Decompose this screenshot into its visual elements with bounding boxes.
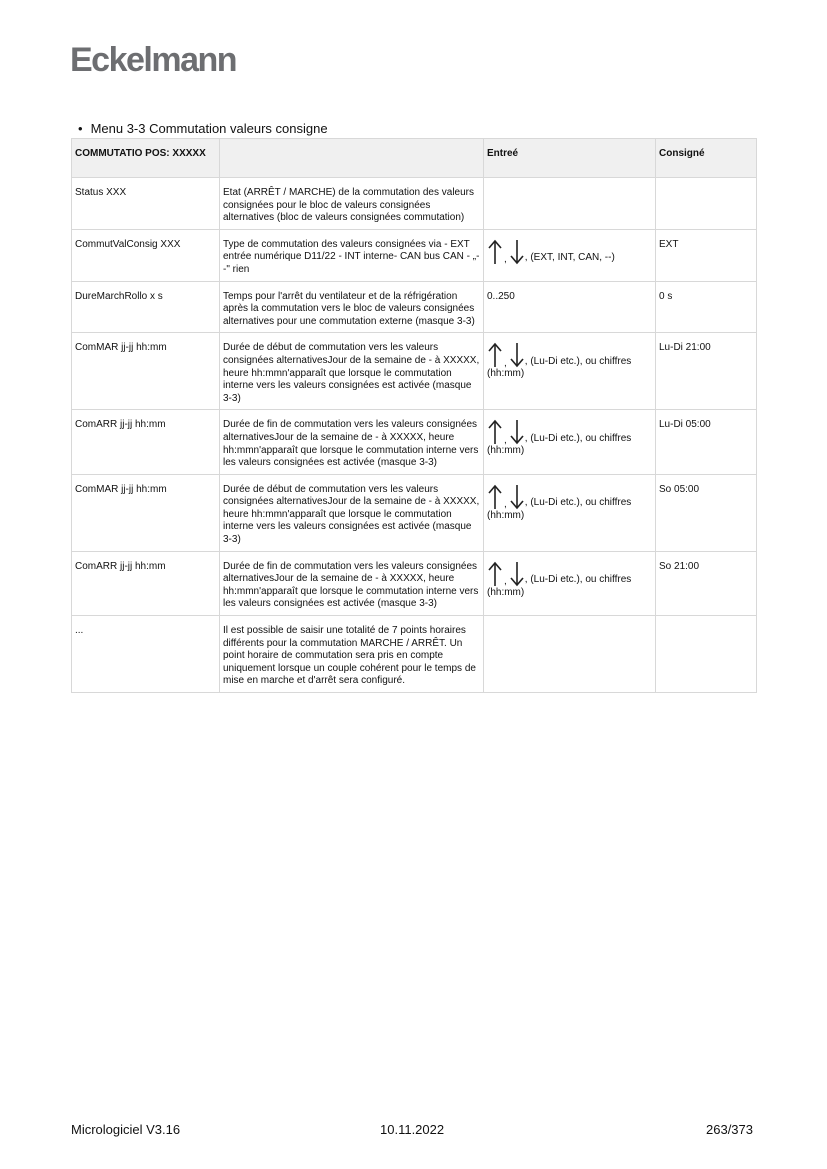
table-header-row xyxy=(72,139,757,178)
parameter-description: Temps pour l'arrêt du ventilateur et de la réfrigération après la commutation vers le bloc de valeurs consignées alternatives pour une commutation externe (masque 3-3) xyxy=(220,281,484,333)
comma: , xyxy=(504,576,507,588)
footer-page-number: 263/373 xyxy=(706,1122,753,1137)
parameter-default: So 21:00 xyxy=(656,551,757,615)
arrow-keys xyxy=(487,419,525,445)
bullet: • xyxy=(78,121,83,136)
entry-value: , (Lu-Di etc.), ou chiffres (hh:mm) xyxy=(487,574,632,598)
table-row xyxy=(72,551,757,615)
header-entry: Entreé xyxy=(484,139,656,178)
parameter-description: Type de commutation des valeurs consignées via - EXT entrée numérique D11/22 - INT interne- CAN bus CAN - „--" rien xyxy=(220,229,484,281)
parameter-entry xyxy=(484,281,656,333)
table-row xyxy=(72,333,757,410)
arrow-down-icon xyxy=(509,419,525,445)
arrow-down-icon xyxy=(509,342,525,368)
parameter-entry xyxy=(484,333,656,410)
parameter-name: Status XXX xyxy=(72,178,220,230)
entry-value: , (EXT, INT, CAN, --) xyxy=(524,252,615,264)
parameter-name: DureMarchRollo x s xyxy=(72,281,220,333)
header-default: Consigné xyxy=(656,139,757,178)
parameter-description: Il est possible de saisir une totalité de 7 points horaires différents pour la commutation MARCHE / ARRÊT. Un point horaire de commutation sera pris en compte uniquement lorsque un couple cohérent pour le temps de mise en marche et d'arrêt sera configuré. xyxy=(220,616,484,693)
arrow-keys xyxy=(487,342,525,368)
parameter-default xyxy=(656,616,757,693)
parameter-default xyxy=(656,178,757,230)
arrow-down-icon xyxy=(509,561,525,587)
table-row xyxy=(72,178,757,230)
arrow-up-icon xyxy=(487,561,503,587)
parameter-entry xyxy=(484,551,656,615)
arrow-down-icon xyxy=(509,239,525,265)
parameter-default: EXT xyxy=(656,229,757,281)
parameter-default: Lu-Di 21:00 xyxy=(656,333,757,410)
arrow-up-icon xyxy=(487,419,503,445)
parameter-default: Lu-Di 05:00 xyxy=(656,410,757,474)
parameter-description: Durée de fin de commutation vers les valeurs consignées alternativesJour de la semaine de - à XXXXX, heure hh:mmn'apparaît que lorsque le commutation interne vers les valeurs consignées est activée (masque 3-3) xyxy=(220,551,484,615)
parameter-entry xyxy=(484,474,656,551)
parameter-description: Durée de début de commutation vers les valeurs consignées alternativesJour de la semaine de - à XXXXX, heure hh:mmn'apparaît que lorsque le commutation interne vers les valeurs consignées est activée (masque 3-3) xyxy=(220,474,484,551)
entry-value: , (Lu-Di etc.), ou chiffres (hh:mm) xyxy=(487,497,632,521)
parameter-entry xyxy=(484,616,656,693)
table-body xyxy=(72,178,757,693)
entry-value: , (Lu-Di etc.), ou chiffres (hh:mm) xyxy=(487,355,632,380)
section-title xyxy=(78,121,328,136)
table-row xyxy=(72,410,757,474)
parameter-name: ComARR jj-jj hh:mm xyxy=(72,551,220,615)
table-row xyxy=(72,281,757,333)
arrow-keys xyxy=(487,484,525,510)
parameter-description: Durée de fin de commutation vers les valeurs consignées alternativesJour de la semaine de - à XXXXX, heure hh:mmn'apparaît que lorsque le commutation interne vers les valeurs consignées est activée (masque 3-3) xyxy=(220,410,484,474)
arrow-keys xyxy=(487,239,525,265)
table-row xyxy=(72,474,757,551)
parameter-entry xyxy=(484,178,656,230)
section-title-text: Menu 3-3 Commutation valeurs consigne xyxy=(90,121,328,136)
comma: , xyxy=(504,434,507,446)
arrow-up-icon xyxy=(487,239,503,265)
header-parameter: COMMUTATIO POS: XXXXX xyxy=(72,139,220,178)
entry-value: 0..250 xyxy=(487,290,515,302)
footer-firmware: Micrologiciel V3.16 xyxy=(71,1122,181,1137)
parameter-entry xyxy=(484,229,656,281)
parameter-name: ... xyxy=(72,616,220,693)
table-row xyxy=(72,229,757,281)
parameter-name: ComMAR jj-jj hh:mm xyxy=(72,333,220,410)
parameter-default: So 05:00 xyxy=(656,474,757,551)
comma: , xyxy=(504,254,507,266)
arrow-up-icon xyxy=(487,484,503,510)
company-logo: Eckelmann xyxy=(70,41,237,79)
parameter-table xyxy=(71,138,757,693)
comma: , xyxy=(504,499,507,511)
parameter-name: CommutValConsig XXX xyxy=(72,229,220,281)
entry-value: , (Lu-Di etc.), ou chiffres (hh:mm) xyxy=(487,432,632,457)
footer-date: 10.11.2022 xyxy=(380,1122,445,1137)
arrow-keys xyxy=(487,561,525,587)
parameter-description: Etat (ARRÊT / MARCHE) de la commutation des valeurs consignées pour le bloc de valeurs consignées alternatives (bloc de valeurs consignées commutation) xyxy=(220,178,484,230)
parameter-entry xyxy=(484,410,656,474)
arrow-up-icon xyxy=(487,342,503,368)
parameter-description: Durée de début de commutation vers les valeurs consignées alternativesJour de la semaine de - à XXXXX, heure hh:mmn'apparaît que lorsque le commutation interne vers les valeurs consignées est activée (masque 3-3) xyxy=(220,333,484,410)
header-description xyxy=(220,139,484,178)
parameter-default: 0 s xyxy=(656,281,757,333)
table-row xyxy=(72,616,757,693)
parameter-name: ComMAR jj-jj hh:mm xyxy=(72,474,220,551)
comma: , xyxy=(504,357,507,369)
parameter-name: ComARR jj-jj hh:mm xyxy=(72,410,220,474)
arrow-down-icon xyxy=(509,484,525,510)
